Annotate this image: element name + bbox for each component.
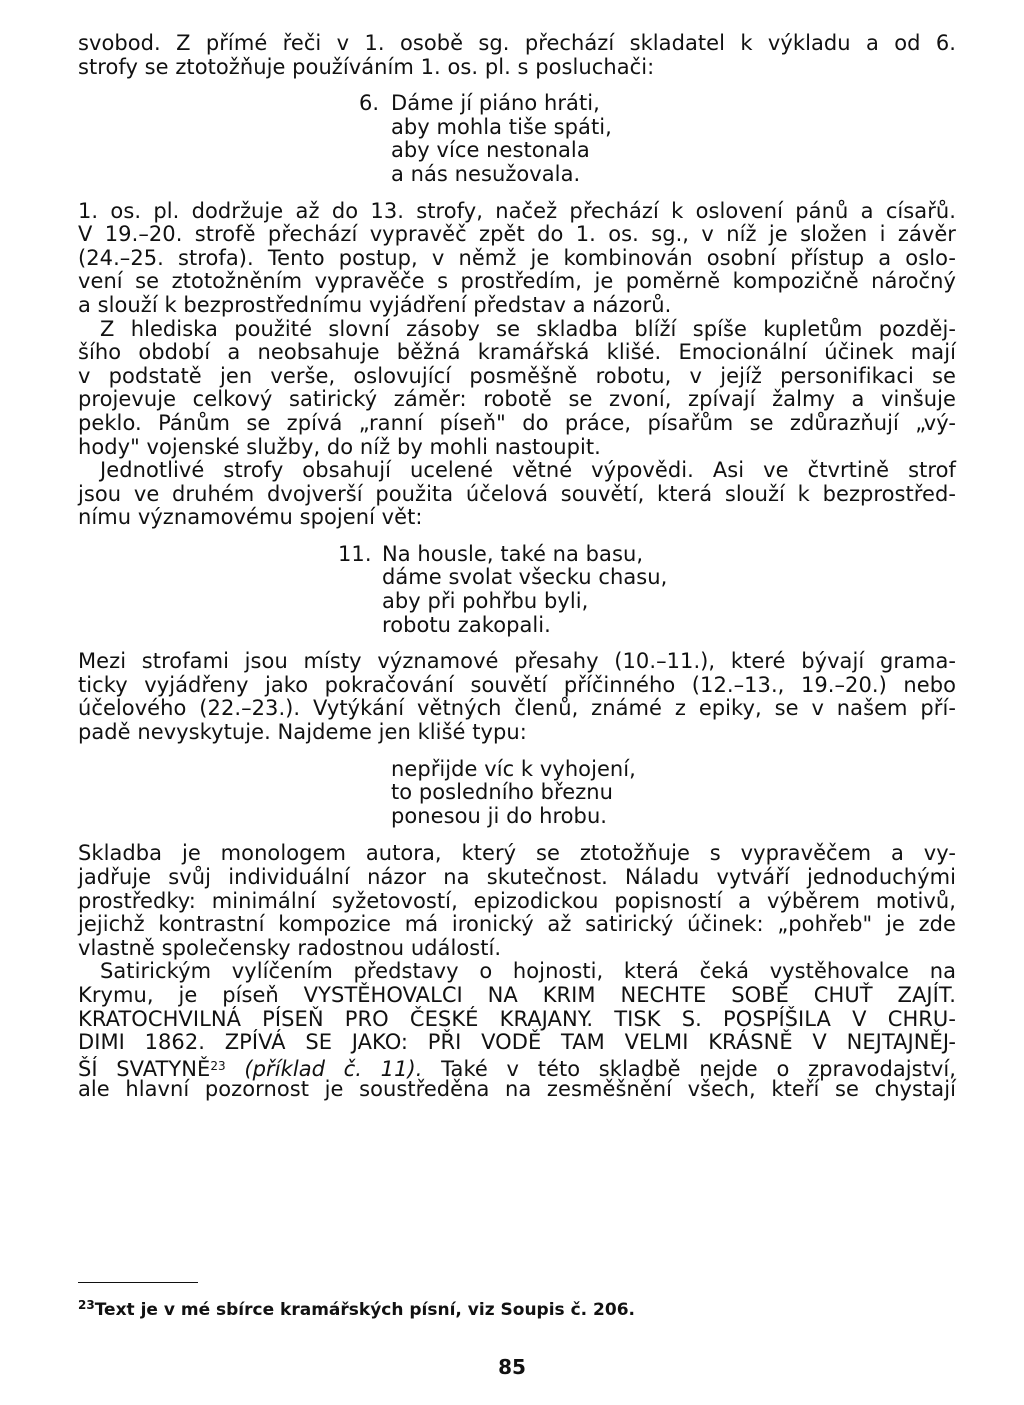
- paragraph-6: [78, 960, 956, 1102]
- text-line: V 19.–20. strofě přechází vypravěč zpět do 1. os. sg., v níž je složen i závěr: [78, 222, 956, 247]
- text-line: Z hlediska použité slovní zásoby se skladba blíží spíše kupletům pozděj-: [100, 316, 956, 341]
- text-line: peklo. Pánům se zpívá „ranní píseň" do práce, písařům se zdůrazňují „vý-: [78, 410, 956, 435]
- paragraph-5: [78, 842, 956, 960]
- text-line: jsou ve druhém dvojverší použita účelová souvětí, která slouží k bezprostřed-: [78, 481, 956, 506]
- text-line: [78, 1055, 956, 1079]
- footnote-text: Text je v mé sbírce kramářských písní, viz Soupis č. 206.: [94, 1300, 635, 1320]
- text-line: prostředky: minimální syžetovostí, epizodickou popisností a výběrem motivů,: [78, 888, 956, 913]
- verse-line: aby při pohřbu byli,: [382, 589, 589, 614]
- text-line: hody" vojenské služby, do níž by mohli nastoupit.: [78, 434, 601, 459]
- verse-line: nepřijde víc k vyhojení,: [391, 756, 636, 781]
- footnote-divider: [78, 1282, 198, 1283]
- page-number: 85: [498, 1355, 526, 1379]
- text-line: DIMI 1862. ZPÍVÁ SE JAKO: PŘI VODĚ TAM VELMI KRÁSNĚ V NEJTAJNĚJ-: [78, 1030, 956, 1055]
- page-body: [78, 32, 956, 1102]
- text-line: Mezi strofami jsou místy významové přesahy (10.–11.), které bývají grama-: [78, 649, 956, 674]
- text-line: padě nevyskytuje. Najdeme jen klišé typu:: [78, 720, 527, 745]
- footnote: [78, 1294, 635, 1321]
- paragraph-1: [78, 200, 956, 318]
- text-line: Satirickým vylíčením představy o hojnosti, která čeká vystěhovalce na: [100, 959, 956, 984]
- example-reference: (příklad č. 11).: [244, 1056, 423, 1081]
- verse-text: Dáme jí piáno hráti,: [391, 91, 600, 116]
- text-line: (24.–25. strofa). Tento postup, v němž je kombinován osobní přístup a oslo-: [78, 245, 956, 270]
- text-line: Skladba je monologem autora, který se ztotožňuje s vypravěčem a vy-: [78, 841, 956, 866]
- text-line: vlastně společensky radostnou událostí.: [78, 935, 502, 960]
- text-line: nímu významovému spojení vět:: [78, 505, 423, 530]
- verse-line: ponesou ji do hrobu.: [391, 803, 608, 828]
- verse-stanza-11: [78, 543, 956, 637]
- text-line: projevuje celkový satirický záměr: robotě se zvoní, zpívají žalmy a vinšuje: [78, 387, 956, 412]
- text-line: vení se ztotožněním vypravěče s prostředím, je poměrně kompozičně náročný: [78, 269, 956, 294]
- verse-line: a nás nesužovala.: [391, 161, 581, 186]
- text-line: KRATOCHVILNÁ PÍSEŇ PRO ČESKÉ KRAJANY. TISK S. POSPÍŠILA V CHRU-: [78, 1006, 956, 1031]
- verse-line: dáme svolat všecku chasu,: [382, 565, 668, 590]
- verse-line: aby mohla tiše spáti,: [391, 114, 612, 139]
- text-line: strofy se ztotožňuje používáním 1. os. pl. s posluchači:: [78, 54, 655, 79]
- text-line: svobod. Z přímé řeči v 1. osobě sg. přechází skladatel k výkladu a od 6.: [78, 31, 956, 55]
- footnote-marker: 23: [78, 1298, 95, 1312]
- verse-line: [338, 543, 956, 567]
- text-line: 1. os. pl. dodržuje až do 13. strofy, načež přechází k oslovení pánů a císařů.: [78, 198, 956, 223]
- text-line: v podstatě jen verše, oslovující posměšně robotu, v jejíž personifikaci se: [78, 363, 956, 388]
- verse-cliche: [78, 758, 956, 829]
- paragraph-3: [78, 459, 956, 530]
- text-line: ale hlavní pozornost je soustředěna na zesměšnění všech, kteří se chystají: [78, 1077, 956, 1102]
- text-line: šího období a neobsahuje běžná kramářská klišé. Emocionální účinek mají: [78, 340, 956, 365]
- text-line: a slouží k bezprostřednímu vyjádření představ a názorů.: [78, 292, 672, 317]
- text-line: ticky vyjádřeny jako pokračování souvětí příčinného (12.–13., 19.–20.) nebo: [78, 672, 956, 697]
- text-line: jadřuje svůj individuální názor na skutečnost. Náladu vytváří jednoduchými: [78, 865, 956, 889]
- verse-line: robotu zakopali.: [382, 612, 551, 637]
- text-line: Jednotlivé strofy obsahují ucelené větné výpovědi. Asi ve čtvrtině strof: [100, 458, 956, 483]
- text-line: jejichž kontrastní kompozice má ironický až satirický účinek: „pohřeb" je zde: [78, 912, 956, 937]
- text-line: Krymu, je píseň VYSTĚHOVALCI NA KRIM NECHTE SOBĚ CHUŤ ZAJÍT.: [78, 982, 956, 1007]
- footnote-reference[interactable]: 23: [210, 1058, 226, 1073]
- verse-number: 11.: [338, 541, 372, 566]
- verse-line: aby více nestonala: [391, 138, 590, 163]
- verse-line: to posledního březnu: [391, 780, 614, 805]
- song-title-end: ŠÍ SVATYNĚ: [78, 1056, 211, 1081]
- verse-text: Na housle, také na basu,: [382, 541, 644, 566]
- text-fragment: Také v této skladbě nejde o zpravodajství,: [441, 1056, 956, 1081]
- paragraph-4: [78, 650, 956, 744]
- paragraph-2: [78, 318, 956, 460]
- verse-line: [359, 91, 956, 116]
- verse-number: 6.: [359, 91, 380, 116]
- verse-stanza-6: [78, 92, 956, 186]
- text-line: účelového (22.–23.). Vytýkání větných členů, známé z epiky, se v našem pří-: [78, 696, 956, 721]
